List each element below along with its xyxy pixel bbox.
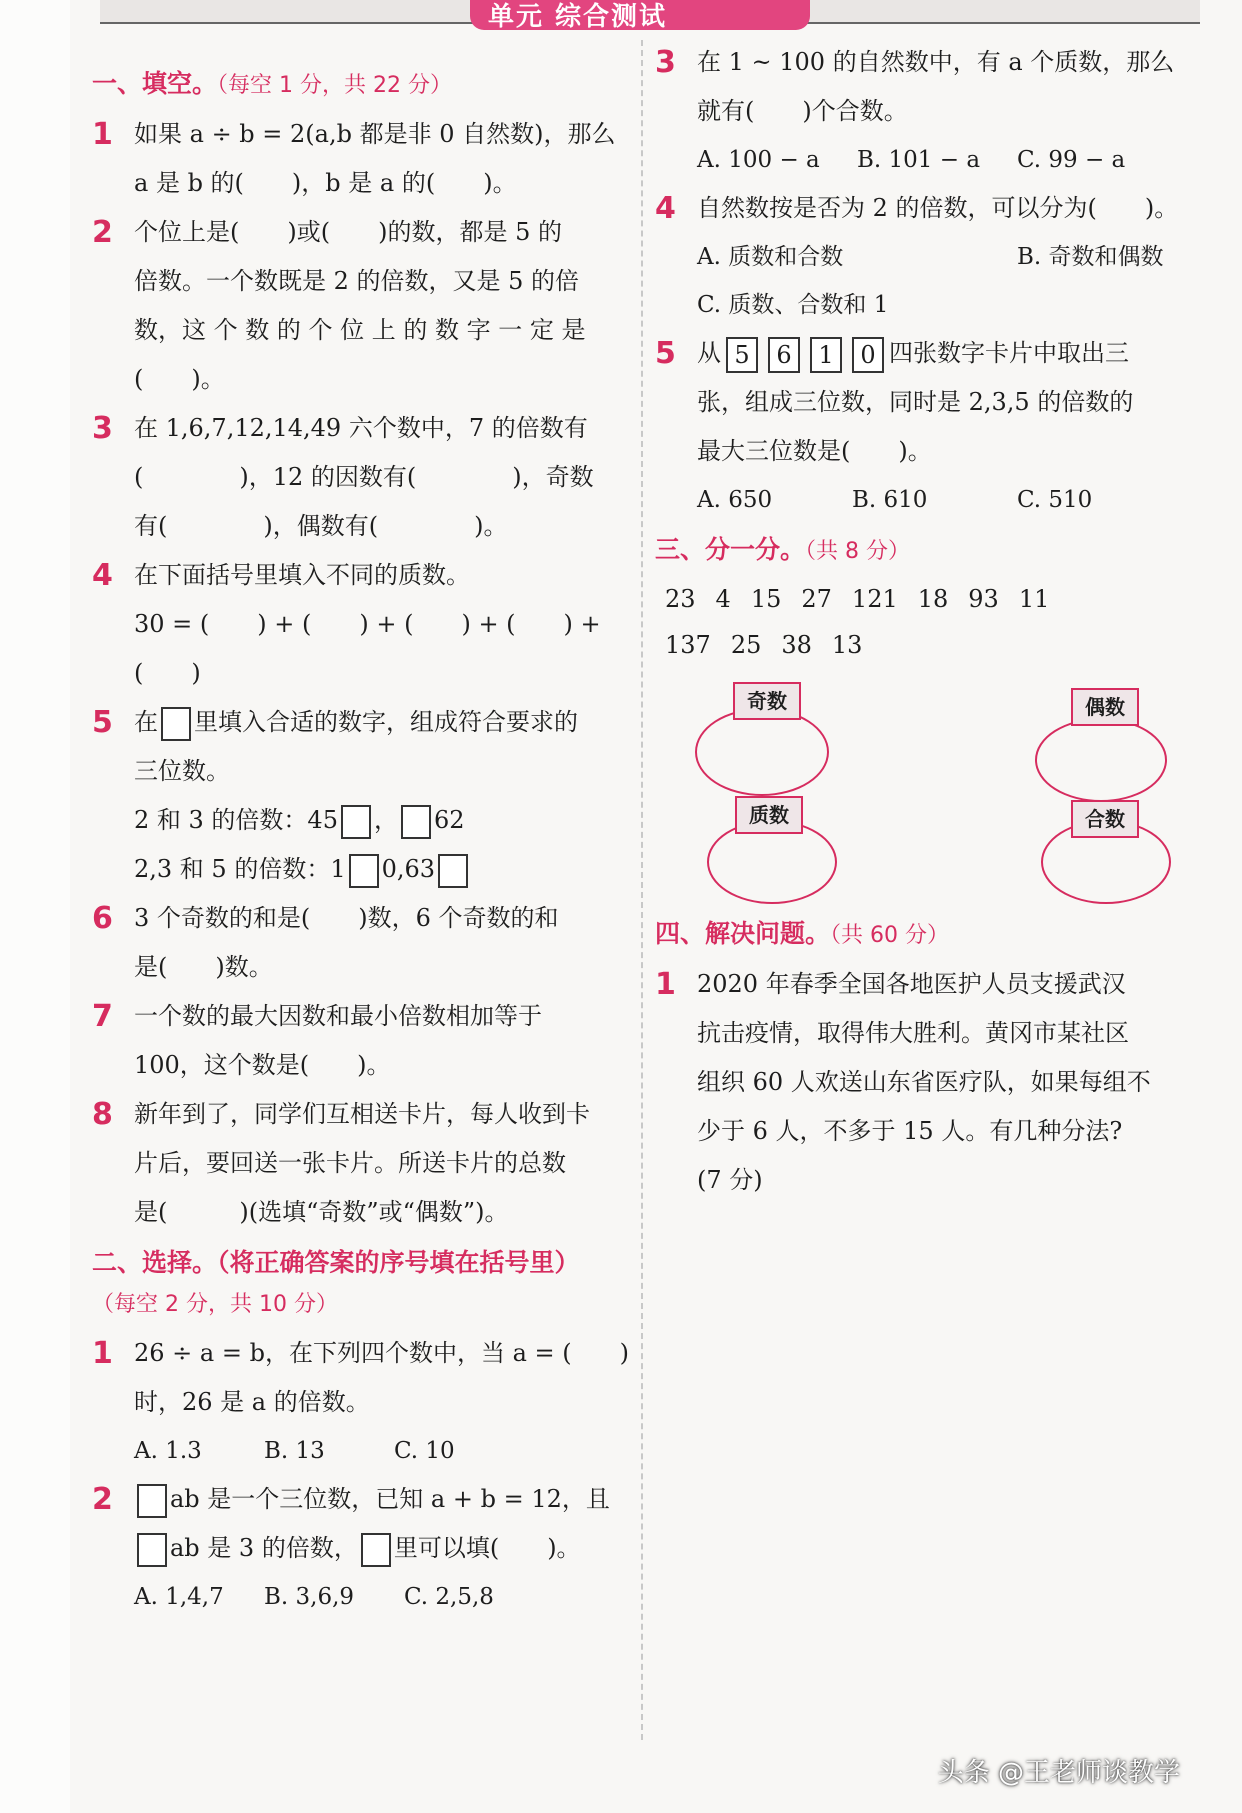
s2-q3-line2: 就有( )个合数。 (697, 97, 908, 125)
s2-q3-options (697, 136, 1215, 184)
option-b[interactable]: B. 奇数和偶数 (1017, 244, 1164, 270)
number-item: 93 (968, 585, 999, 613)
left-column (92, 58, 632, 1621)
section1-heading (92, 64, 632, 106)
s1-q1 (92, 110, 632, 208)
s4-q1-line2: 抗击疫情，取得伟大胜利。黄冈市某社区 (697, 1019, 1129, 1047)
option-b[interactable]: B. 13 (264, 1438, 325, 1464)
number-item: 23 (665, 585, 696, 613)
s1-q8 (92, 1090, 632, 1237)
s1-q3-line3: 有( )，偶数有( )。 (134, 512, 508, 540)
s1-q5-line1 (134, 698, 632, 747)
number-list (655, 576, 1215, 668)
s1-q8-line3: 是( )(选填“奇数”或“偶数”)。 (134, 1198, 509, 1226)
odd-ellipse[interactable] (695, 708, 829, 796)
s2-q1-line1: 26 ÷ a = b，在下列四个数中，当 a = ( ) (134, 1339, 629, 1367)
s2-q4-options (697, 233, 1215, 281)
option-c[interactable]: C. 2,5,8 (404, 1584, 494, 1610)
s1-q3-num: 3 (92, 411, 113, 446)
even-ellipse[interactable] (1035, 718, 1167, 802)
number-item: 18 (917, 585, 949, 613)
option-c[interactable]: C. 99 − a (1017, 147, 1126, 173)
answer-box[interactable] (341, 805, 371, 839)
s1-q3-line2: ( )，12 的因数有( )，奇数 (134, 463, 594, 491)
unit-tag (470, 0, 810, 30)
s4-q1-line1: 2020 年春季全国各地医护人员支援武汉 (697, 970, 1126, 998)
number-item: 11 (1018, 585, 1050, 613)
option-a[interactable]: A. 质数和合数 (697, 244, 844, 270)
option-b[interactable]: B. 101 − a (857, 147, 981, 173)
s2-q1-line2: 时，26 是 a 的倍数。 (134, 1388, 370, 1416)
option-b[interactable]: B. 3,6,9 (264, 1584, 355, 1610)
section2-title: 二、选择。 (92, 1248, 218, 1277)
s4-q1-num: 1 (655, 967, 676, 1002)
s2-q2-l1: ab 是一个三位数，已知 a + b = 12，且 (170, 1485, 610, 1513)
s2-q5-l1a: 从 (697, 339, 721, 367)
answer-box[interactable] (401, 805, 431, 839)
s1-q4 (92, 551, 632, 698)
s1-q3 (92, 404, 632, 551)
s1-q5-l3b: ， (373, 806, 398, 834)
answer-box[interactable] (137, 1533, 167, 1567)
s1-q2-line3: 数，这 个 数 的 个 位 上 的 数 字 一 定 是 (134, 316, 586, 344)
unit-tag-text: 单元 综合测试 (488, 2, 668, 32)
s1-q5-l4b: 0,63 (381, 855, 436, 883)
s1-q6-line2: 是( )数。 (134, 953, 273, 981)
number-item: 15 (750, 585, 782, 613)
s4-q1-line5: (7 分) (697, 1166, 763, 1194)
s2-q4 (655, 184, 1215, 329)
s2-q5-line1 (697, 329, 1215, 378)
s1-q5-line2: 三位数。 (134, 757, 230, 785)
s2-q5-l1b: 四张数字卡片中取出三 (889, 339, 1129, 367)
section2-heading (92, 1243, 632, 1325)
page-edge (0, 0, 70, 1813)
watermark: 头条 @王老师谈教学 (937, 1758, 1180, 1788)
s1-q4-line3: ( ) (134, 659, 201, 687)
s2-q1 (92, 1329, 632, 1475)
s2-q3 (655, 38, 1215, 184)
digit-card: 1 (810, 337, 842, 373)
s1-q8-line1: 新年到了，同学们互相送卡片，每人收到卡 (134, 1100, 590, 1128)
s1-q1-line2: a 是 b 的( )，b 是 a 的( )。 (134, 169, 517, 197)
number-item: 27 (801, 585, 832, 613)
right-column (655, 38, 1215, 1205)
section1-note: （每空 1 分，共 22 分） (217, 73, 452, 98)
section1-title: 一、填空。 (92, 69, 218, 98)
s1-q5-line4 (134, 845, 632, 894)
s1-q7-line1: 一个数的最大因数和最小倍数相加等于 (134, 1002, 542, 1030)
column-divider (641, 40, 643, 1740)
s2-q2-l2a: ab 是 3 的倍数， (170, 1534, 358, 1562)
number-item: 38 (781, 631, 812, 659)
section2-note2: （每空 2 分，共 10 分） (92, 1292, 338, 1317)
s2-q5-options (697, 476, 1215, 524)
s1-q7-line2: 100，这个数是( )。 (134, 1051, 391, 1079)
even-label: 偶数 (1071, 688, 1139, 726)
number-row-1 (665, 576, 1215, 622)
s1-q5 (92, 698, 632, 894)
s1-q7 (92, 992, 632, 1090)
option-c[interactable]: C. 510 (1017, 487, 1093, 513)
s1-q5-num: 5 (92, 705, 113, 740)
s1-q5-l3c: 62 (433, 806, 465, 834)
s2-q5-num: 5 (655, 336, 676, 371)
answer-box[interactable] (161, 707, 191, 741)
number-row-2 (665, 622, 1215, 668)
s1-q2-line1: 个位上是( )或( )的数，都是 5 的 (134, 218, 562, 246)
composite-label: 合数 (1071, 800, 1139, 838)
s1-q6-line1: 3 个奇数的和是( )数，6 个奇数的和 (134, 904, 559, 932)
s1-q5-text-a: 在 (134, 708, 158, 736)
s1-q2-line2: 倍数。一个数既是 2 的倍数，又是 5 的倍 (134, 267, 580, 295)
s1-q1-num: 1 (92, 117, 113, 152)
option-a[interactable]: A. 650 (697, 487, 773, 513)
s2-q2 (92, 1475, 632, 1621)
digit-card: 6 (768, 337, 800, 373)
section4-note: （共 60 分） (830, 923, 949, 948)
sorting-diagram (655, 668, 1215, 898)
s2-q2-line1 (134, 1475, 632, 1524)
s2-q2-num: 2 (92, 1482, 113, 1517)
s1-q8-num: 8 (92, 1097, 113, 1132)
s2-q1-num: 1 (92, 1336, 113, 1371)
s2-q5-line2: 张，组成三位数，同时是 2,3,5 的倍数的 (697, 388, 1134, 416)
s1-q5-text-b: 里填入合适的数字，组成符合要求的 (194, 708, 578, 736)
option-b[interactable]: B. 610 (852, 487, 928, 513)
answer-box[interactable] (438, 854, 468, 888)
section3-heading (655, 530, 1215, 572)
option-c[interactable]: C. 质数、合数和 1 (697, 292, 889, 318)
s4-q1-line3: 组织 60 人欢送山东省医疗队，如果每组不 (697, 1068, 1151, 1096)
s1-q5-l4a: 2,3 和 5 的倍数：1 (134, 855, 346, 883)
answer-box[interactable] (349, 854, 379, 888)
s1-q6 (92, 894, 632, 992)
s1-q2 (92, 208, 632, 404)
answer-box[interactable] (137, 1484, 167, 1518)
s2-q3-line1: 在 1 ~ 100 的自然数中，有 a 个质数，那么 (697, 48, 1175, 76)
number-item: 4 (715, 585, 731, 613)
s4-q1-line4: 少于 6 人，不多于 15 人。有几种分法? (697, 1117, 1123, 1145)
section4-title: 四、解决问题。 (655, 919, 831, 948)
option-a[interactable]: A. 1.3 (134, 1438, 202, 1464)
digit-card: 0 (852, 337, 884, 373)
s2-q5-line3: 最大三位数是( )。 (697, 437, 932, 465)
number-item: 25 (730, 631, 762, 659)
s4-q1 (655, 960, 1215, 1205)
s1-q4-line2: 30 = ( ) + ( ) + ( ) + ( ) + (134, 610, 601, 638)
s2-q1-options (134, 1427, 632, 1475)
section4-heading (655, 914, 1215, 956)
s2-q4-line1: 自然数按是否为 2 的倍数，可以分为( )。 (697, 194, 1179, 222)
digit-card: 5 (726, 337, 758, 373)
odd-label: 奇数 (733, 682, 801, 720)
option-a[interactable]: A. 100 − a (697, 147, 820, 173)
section2-note: （将正确答案的序号填在括号里） (217, 1248, 580, 1277)
s1-q1-line1: 如果 a ÷ b = 2(a,b 都是非 0 自然数)，那么 (134, 120, 616, 148)
s1-q8-line2: 片后，要回送一张卡片。所送卡片的总数 (134, 1149, 566, 1177)
number-item: 121 (851, 585, 898, 613)
section3-note: （共 8 分） (805, 539, 910, 564)
option-c[interactable]: C. 10 (394, 1438, 455, 1464)
s1-q5-line3 (134, 796, 632, 845)
s1-q4-line1: 在下面括号里填入不同的质数。 (134, 561, 470, 589)
s1-q2-line4: ( )。 (134, 365, 225, 393)
s2-q5 (655, 329, 1215, 524)
s2-q4-num: 4 (655, 191, 676, 226)
number-item: 137 (665, 631, 711, 659)
option-a[interactable]: A. 1,4,7 (134, 1584, 224, 1610)
s1-q7-num: 7 (92, 999, 113, 1034)
answer-box[interactable] (361, 1533, 391, 1567)
section3-title: 三、分一分。 (655, 535, 806, 564)
s2-q2-l2b: 里可以填( )。 (393, 1534, 581, 1562)
number-item: 13 (831, 631, 863, 659)
s1-q5-l3a: 2 和 3 的倍数：45 (134, 806, 338, 834)
s1-q4-num: 4 (92, 558, 113, 593)
s2-q4-options-row2 (697, 281, 1215, 329)
s2-q2-line2 (134, 1524, 632, 1573)
prime-label: 质数 (735, 796, 803, 834)
s1-q2-num: 2 (92, 215, 113, 250)
s2-q2-options (134, 1573, 632, 1621)
s1-q6-num: 6 (92, 901, 113, 936)
s2-q3-num: 3 (655, 45, 676, 80)
s1-q3-line1: 在 1,6,7,12,14,49 六个数中，7 的倍数有 (134, 414, 588, 442)
